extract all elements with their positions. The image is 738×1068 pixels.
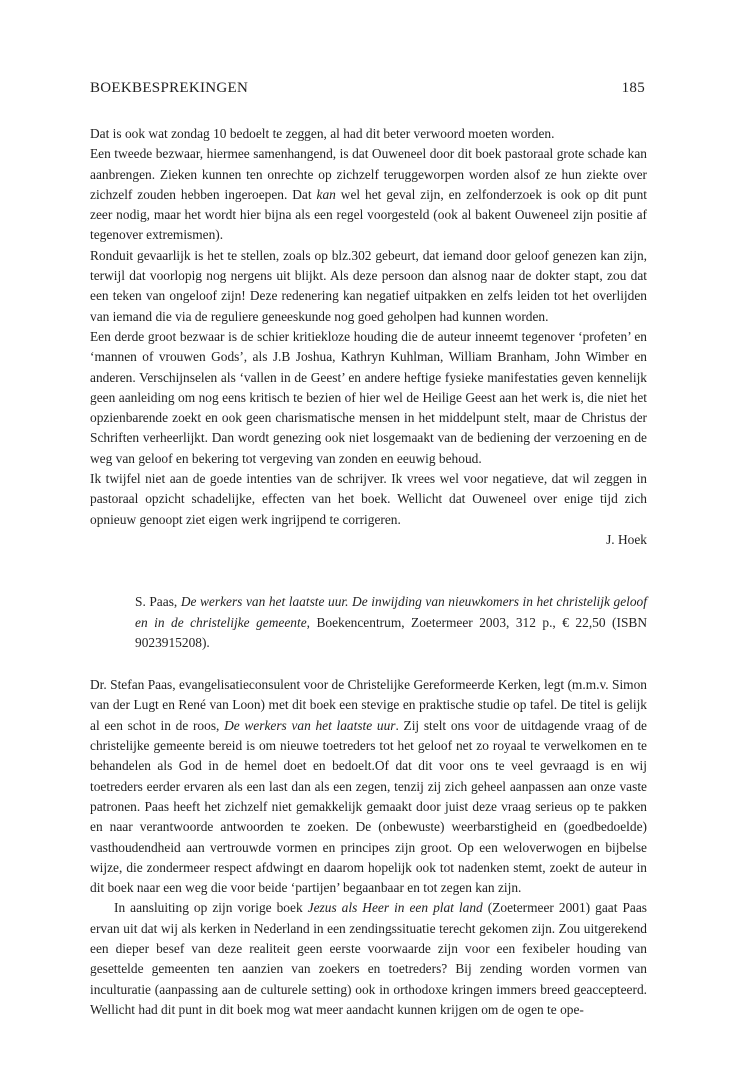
- paragraph: Een derde groot bezwaar is de schier kritiekloze houding die de auteur inneemt tegenover ‘profeten’ en ‘mannen of vrouwen Gods’, als J.B Joshua, Kathryn Kuhlman, William Branham, John Wimber en anderen. Verschijnselen als ‘vallen in de Geest’ en andere heftige fysieke manifestaties geven kennelijk geen aanleiding om nog eens kritisch te bezien of hier wel de Heilige Geest aan het werk is, die niet het opzienbarende zoekt en ook geen charismatische mensen in het middelpunt stelt, maar de Christus der Schriften verheerlijkt. Dan wordt genezing ook niet losgemaakt van de bediening der verzoening en de weg van geloof en bekering tot vergeving van zonden en eeuwig behoud.: [90, 328, 647, 466]
- paragraph: In aansluiting op zijn vorige boek Jezus als Heer in een plat land (Zoetermeer 2001) gaat Paas ervan uit dat wij als kerken in Nederland in een zendingssituatie terecht gekomen zijn. Zou uitgerekend een dieper besef van deze realiteit geen eerste voorwaarde zijn voor een fexibeler houding van gesettelde gemeenten ten aanzien van zoekers en toetreders? Bij zending worden vormen van inculturatie (aanpassing aan de culturele setting) ook in orthodoxe kringen immers breed geaccepteerd. Wellicht had dit punt in dit boek mog wat meer aandacht kunnen krijgen om de ogen te ope-: [90, 900, 647, 1017]
- article-body: [90, 124, 647, 1020]
- book-reference: [90, 592, 647, 653]
- ref-publication: , Boekencentrum, Zoetermeer 2003, 312 p., € 22,50 (ISBN 9023915208).: [135, 614, 647, 650]
- paragraph: Ik twijfel niet aan de goede intenties van de schrijver. Ik vrees wel voor negatieve, dat wil zeggen in pastoraal opzicht schadelijke, effecten van het boek. Wellicht dat Ouweneel over enige tijd zich opnieuw genoopt ziet eigen werk ingrijpend te corrigeren.: [90, 471, 647, 527]
- paragraph: Ronduit gevaarlijk is het te stellen, zoals op blz.302 gebeurt, dat iemand door geloof genezen kan zijn, terwijl dat voorlopig nog nergens uit blijkt. Als deze persoon dan alsnog naar de dokter stapt, zou dat een teken van ongeloof zijn! Deze redenering kan negatief uitpakken en zelfs leiden tot het overlijden van iemand die via de reguliere geneeskunde nog goed geholpen had kunnen worden.: [90, 247, 647, 324]
- emphasized-word: kan: [316, 186, 336, 202]
- ref-title: De werkers van het laatste uur. De inwijding van nieuwkomers in het christelijk geloof en in de christelijke gemeente: [135, 594, 647, 630]
- paragraph: Een tweede bezwaar, hiermee samenhangend, is dat Ouweneel door dit boek pastoraal grote schade kan aanbrengen. Zieken kunnen ten onrechte op zichzelf teruggeworpen worden alsof ze hun ziekte over zichzelf zouden hebben ingeroepen. Dat kan wel het geval zijn, en zelfonderzoek is ook op dit punt zeer nodig, maar het wordt hier bijna als een regel voorgesteld (ook al bakent Ouweneel zijn positie af tegenover extremismen).: [90, 146, 647, 243]
- book-title-inline: Jezus als Heer in een plat land: [307, 900, 483, 916]
- section-title: BOEKBESPREKINGEN: [90, 80, 249, 96]
- book-title-inline: De werkers van het laatste uur: [224, 717, 396, 733]
- page-number: 185: [621, 80, 645, 96]
- running-header: [90, 78, 645, 98]
- reviewer-signature: J. Hoek: [606, 531, 647, 547]
- paragraph: Dr. Stefan Paas, evangelisatieconsulent voor de Christelijke Gereformeerde Kerken, legt (m.m.v. Simon van der Lugt en René van Loon) met dit boek een stevige en praktische studie op tafel. De titel is gelijk al een schot in de roos, De werkers van het laatste uur. Zij stelt ons voor de uitdagende vraag of de christelijke gemeente bereid is om nieuwe toetreders tot het geloof net zo royaal te verwelkomen en te behandelen als God in de hemel doet en bedoelt.Of dat dit voor ons te veel gevraagd is en wij toetreders eerder ervaren als een last dan als een zegen, tenzij zij zich geheel aanpassen aan onze vaste patronen. Paas heeft het zichzelf niet gemakkelijk gemaakt door juist deze vraag serieus op te pakken en naar verantwoorde antwoorden te zoeken. De (onbewuste) weerbarstigheid en (goedbedoelde) vasthoudendheid aan vertrouwde vormen en principes zijn groot. Op een weloverwogen en bijbelse wijze, die zondermeer respect afdwingt en daarom hopelijk ook tot nadenken stemt, zoekt de auteur in dit boek naar een weg die voor beide ‘partijen’ begaanbaar en tot zegen kan zijn.: [90, 677, 647, 896]
- ref-author: S. Paas,: [135, 594, 178, 610]
- paragraph: Dat is ook wat zondag 10 bedoelt te zeggen, al had dit beter verwoord moeten worden.: [90, 126, 555, 141]
